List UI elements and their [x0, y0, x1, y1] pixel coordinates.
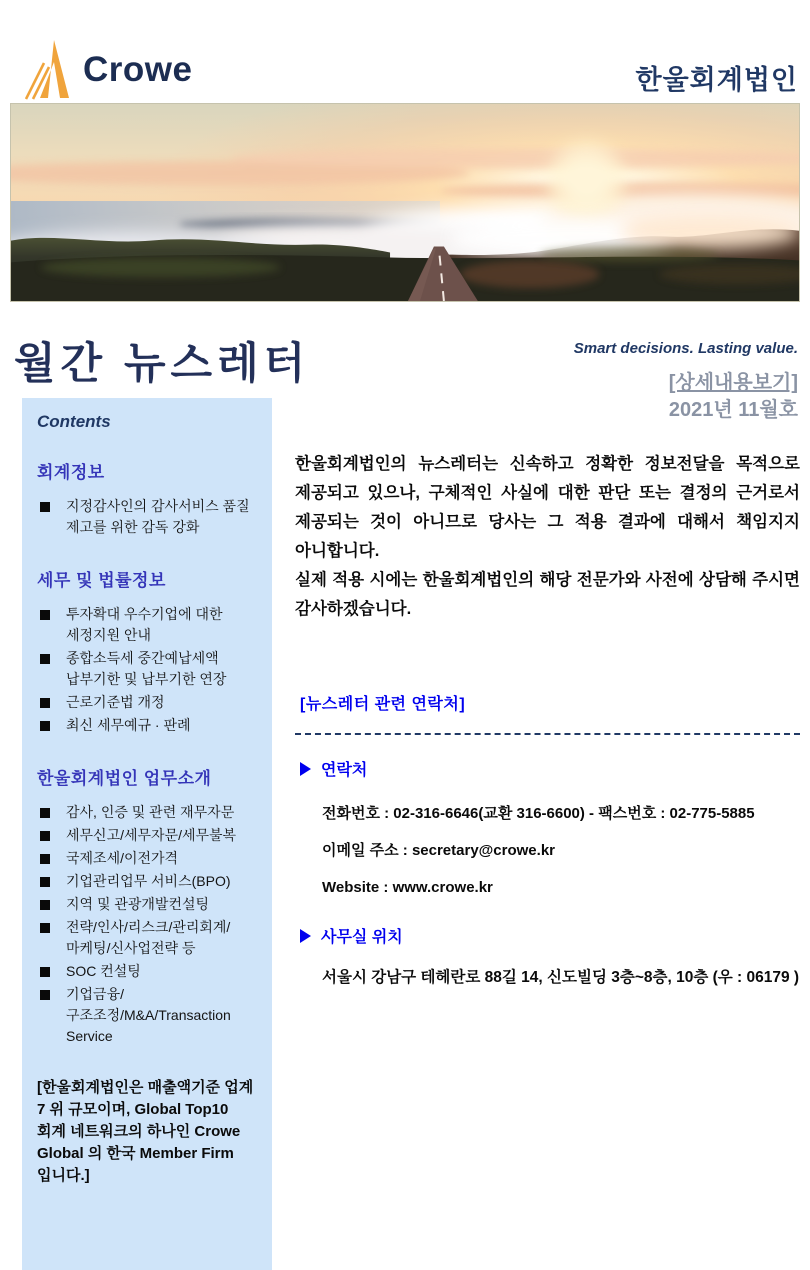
brand-name: Crowe	[83, 50, 193, 89]
list-item-label: 기업관리업무 서비스(BPO)	[66, 873, 231, 889]
disclaimer-paragraph-1: 한울회계법인의 뉴스레터는 신속하고 정확한 정보전달을 목적으로 제공되고 있으나, 구체적인 사실에 대한 판단 또는 결정의 근거로서 제공되는 것이 아니므로 당사는 그 적용 결과에 대해서 책임지지 아니합니다.	[295, 455, 800, 560]
brand-tagline: Smart decisions. Lasting value.	[573, 340, 798, 357]
dashed-divider	[295, 733, 800, 735]
list-item-label: 근로기준법 개정	[66, 694, 165, 710]
crowe-peak-icon	[25, 40, 71, 100]
list-item[interactable]	[37, 802, 260, 823]
contact-subheading	[300, 757, 367, 780]
list-item[interactable]	[37, 894, 260, 915]
list-item-label: 국제조세/이전가격	[66, 850, 179, 866]
square-bullet-icon	[40, 923, 50, 933]
list-item-label: 최신 세무예규 · 판례	[66, 717, 191, 733]
list-item-label: 감사, 인증 및 관련 재무자문	[66, 804, 235, 820]
contact-subheading-label: 연락처	[321, 762, 368, 779]
contact-details	[322, 802, 800, 913]
triangle-bullet-icon	[300, 762, 311, 776]
disclaimer-paragraph-2: 실제 적용 시에는 한울회계법인의 해당 전문가와 사전에 상담해 주시면 감사하겠습니다.	[295, 571, 800, 618]
list-item-label: 전략/인사/리스크/관리회계/마케팅/신사업전략 등	[66, 919, 231, 956]
square-bullet-icon	[40, 808, 50, 818]
list-item[interactable]	[37, 496, 260, 538]
office-address: 서울시 강남구 테헤란로 88길 14, 신도빌딩 3층~8층, 10층 (우 : 06179 )	[322, 969, 800, 986]
list-item[interactable]	[37, 604, 260, 646]
square-bullet-icon	[40, 698, 50, 708]
disclaimer-text	[295, 450, 800, 624]
list-item[interactable]	[37, 984, 260, 1047]
phone-fax-line: 전화번호 : 02-316-6646(교환 316-6600) - 팩스번호 : 02-775-5885	[322, 805, 755, 822]
square-bullet-icon	[40, 854, 50, 864]
contents-heading: Contents	[37, 412, 111, 431]
square-bullet-icon	[40, 900, 50, 910]
list-item[interactable]	[37, 848, 260, 869]
list-item-label: 세무신고/세무자문/세무불복	[66, 827, 237, 843]
square-bullet-icon	[40, 721, 50, 731]
office-subheading	[300, 924, 403, 947]
list-item[interactable]	[37, 917, 260, 959]
square-bullet-icon	[40, 654, 50, 664]
square-bullet-icon	[40, 502, 50, 512]
square-bullet-icon	[40, 990, 50, 1000]
list-item-label: 종합소득세 중간예납세액 납부기한 및 납부기한 연장	[66, 650, 227, 687]
section-heading-tax-law: 세무 및 법률정보	[37, 571, 166, 590]
website-line: Website : www.crowe.kr	[322, 879, 493, 896]
office-subheading-label: 사무실 위치	[321, 929, 403, 946]
section-heading-accounting: 회계정보	[37, 463, 105, 482]
triangle-bullet-icon	[300, 929, 311, 943]
section-heading-services: 한울회계법인 업무소개	[37, 769, 212, 788]
list-item-label: 지역 및 관광개발컨설팅	[66, 896, 210, 912]
list-item[interactable]	[37, 692, 260, 713]
sunset-road-illustration	[11, 104, 799, 301]
list-item[interactable]	[37, 825, 260, 846]
issue-label: 2021년 11월호	[668, 399, 798, 421]
firm-footnote: [한울회계법인은 매출액기준 업계 7 위 규모이며, Global Top10 회계 네트워크의 하나인 Crowe Global 의 한국 Member Firm 입니다.]	[37, 1079, 254, 1184]
detail-view-link[interactable]: [상세내용보기]	[668, 372, 798, 394]
company-name: 한울회계법인	[635, 65, 798, 95]
square-bullet-icon	[40, 877, 50, 887]
list-item-label: 기업금융/구조조정/M&A/Transaction Service	[66, 986, 231, 1044]
square-bullet-icon	[40, 967, 50, 977]
list-item[interactable]	[37, 715, 260, 736]
list-item-label: 투자확대 우수기업에 대한 세정지원 안내	[66, 606, 223, 643]
square-bullet-icon	[40, 610, 50, 620]
contact-section-heading: [뉴스레터 관련 연락처]	[300, 696, 466, 713]
list-item[interactable]	[37, 961, 260, 982]
list-item[interactable]	[37, 871, 260, 892]
page-title: 월간 뉴스레터	[14, 340, 311, 388]
email-line: 이메일 주소 : secretary@crowe.kr	[322, 842, 555, 859]
list-item-label: 지정감사인의 감사서비스 품질 제고를 위한 감독 강화	[66, 498, 250, 535]
list-item[interactable]	[37, 648, 260, 690]
square-bullet-icon	[40, 831, 50, 841]
hero-image	[10, 103, 800, 302]
contents-sidebar	[22, 398, 272, 1270]
crowe-logo	[25, 40, 192, 100]
list-item-label: SOC 컨설팅	[66, 963, 141, 979]
